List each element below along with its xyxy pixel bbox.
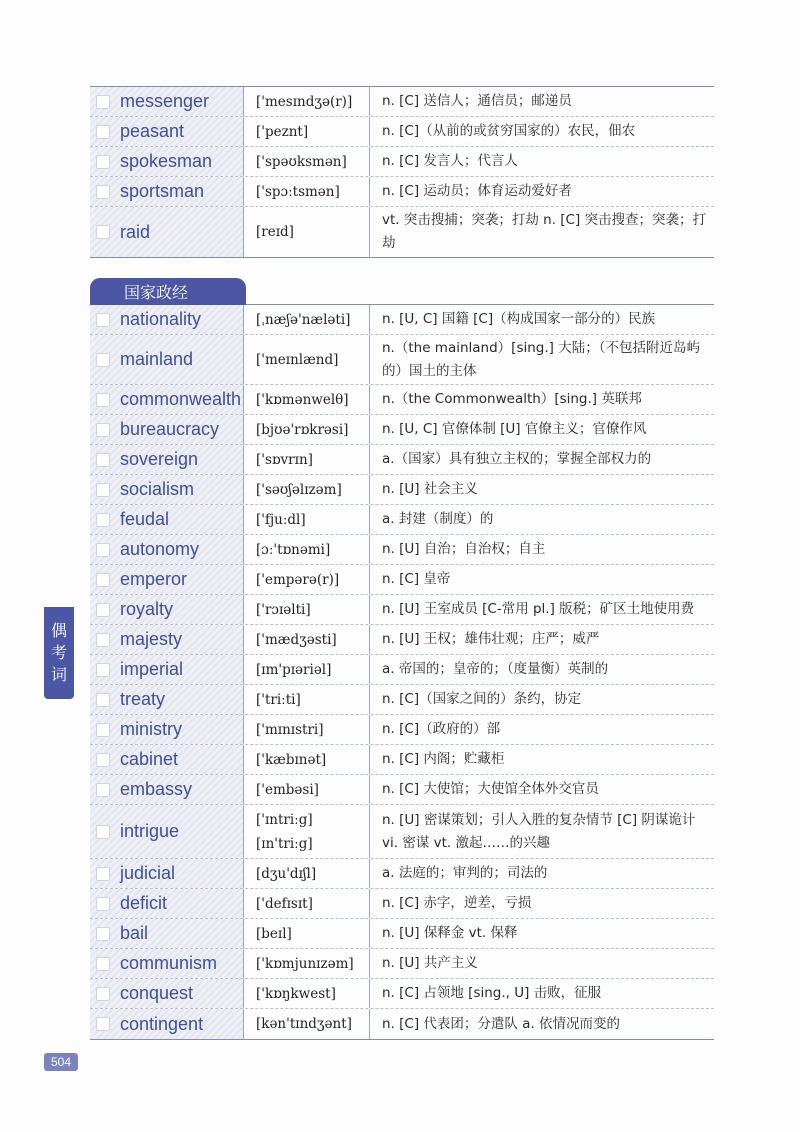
phonetic-cell [244, 177, 370, 206]
definition: n. [U] 保释金 vt. 保释 [382, 925, 518, 941]
word-cell [90, 565, 244, 594]
phonetic-cell [244, 505, 370, 534]
word-text: socialism [120, 479, 195, 499]
phonetic-cell [244, 117, 370, 146]
definition: n. [C] 运动员；体育运动爱好者 [382, 183, 572, 199]
phonetic-cell [244, 655, 370, 684]
vocab-row [90, 685, 714, 715]
checkbox[interactable] [96, 897, 110, 911]
definition: n. [U] 王室成员 [C-常用 pl.] 版税；矿区土地使用费 [382, 601, 695, 617]
phonetic-cell [244, 625, 370, 654]
phonetic: [beɪl] [256, 925, 292, 942]
word-cell [90, 87, 244, 116]
definition: a. 帝国的；皇帝的；（度量衡）英制的 [382, 661, 609, 677]
word-text: commonwealth [120, 389, 242, 409]
word-text: contingent [120, 1013, 204, 1034]
phonetic: ['mɪnɪstri] [256, 721, 324, 738]
definition: n. [C] 代表团；分遣队 a. 依情况而变的 [382, 1015, 621, 1032]
definition: n.（the mainland）[sing.] 大陆；（不包括附近岛屿的）国土的主体 [382, 339, 700, 379]
checkbox[interactable] [96, 155, 110, 169]
phonetic: [kən'tɪndʒənt] [256, 1016, 352, 1032]
checkbox[interactable] [96, 313, 110, 327]
word-text: conquest [120, 983, 194, 1003]
phonetic-cell [244, 475, 370, 504]
checkbox[interactable] [96, 723, 110, 737]
phonetic-cell [244, 685, 370, 714]
definition: n. [C] 皇帝 [382, 571, 451, 587]
phonetic-cell [244, 595, 370, 624]
vocab-row [90, 147, 714, 177]
vocab-row [90, 505, 714, 535]
definition: n. [U] 王权；雄伟壮观；庄严；威严 [382, 631, 600, 647]
word-cell [90, 415, 244, 444]
section-title: 国家政经 [90, 278, 246, 305]
phonetic: ['ɪntriːg] [256, 811, 313, 828]
word-text: raid [120, 221, 151, 242]
word-cell [90, 979, 244, 1008]
vocab-row [90, 595, 714, 625]
vocab-row [90, 535, 714, 565]
vocab-row [90, 385, 714, 415]
word-cell [90, 859, 244, 888]
phonetic: ['kɒmjunɪzəm] [256, 955, 354, 972]
phonetic: ['peznt] [256, 123, 309, 140]
word-cell [90, 889, 244, 918]
word-cell [90, 445, 244, 474]
word-text: treaty [120, 689, 166, 709]
word-text: mainland [120, 349, 194, 369]
phonetic-cell [244, 919, 370, 948]
phonetic: ['mædʒəsti] [256, 631, 337, 648]
side-tab-char: 词 [50, 665, 67, 684]
phonetic-cell [244, 535, 370, 564]
word-cell [90, 117, 244, 146]
phonetic: [ɪm'pɪəriəl] [256, 661, 332, 678]
vocab-row [90, 775, 714, 805]
phonetic: ['triːti] [256, 691, 301, 708]
vocab-row [90, 445, 714, 475]
checkbox[interactable] [96, 957, 110, 971]
word-text: feudal [120, 509, 170, 529]
checkbox[interactable] [96, 1017, 110, 1031]
word-cell [90, 715, 244, 744]
phonetic: ['spəʊksmən] [256, 153, 347, 170]
phonetic: ['kɒŋkwest] [256, 985, 336, 1002]
definition: n.（the Commonwealth）[sing.] 英联邦 [382, 391, 642, 407]
phonetic: ['fjuːdl] [256, 511, 306, 528]
definition: n. [U, C] 官僚体制 [U] 官僚主义；官僚作风 [382, 421, 647, 437]
phonetic-cell [244, 889, 370, 918]
phonetic: ['mesɪndʒə(r)] [256, 93, 353, 110]
checkbox[interactable] [96, 513, 110, 527]
phonetic-cell [244, 385, 370, 414]
word-text: bail [120, 923, 149, 943]
definition: n. [U] 社会主义 [382, 481, 478, 497]
word-text: bureaucracy [120, 419, 220, 439]
word-text: judicial [120, 863, 176, 883]
vocab-row [90, 415, 714, 445]
phonetic-cell [244, 859, 370, 888]
word-text: imperial [120, 659, 184, 679]
phonetic-cell [244, 147, 370, 176]
checkbox[interactable] [96, 867, 110, 881]
word-cell [90, 685, 244, 714]
word-text: sportsman [120, 181, 205, 201]
checkbox[interactable] [96, 483, 110, 497]
phonetic-cell [244, 565, 370, 594]
phonetic-cell [244, 979, 370, 1008]
vocab-row [90, 889, 714, 919]
vocab-row [90, 655, 714, 685]
word-text: cabinet [120, 749, 179, 769]
side-tab-label [44, 607, 74, 699]
definition: a. 法庭的；审判的；司法的 [382, 865, 548, 881]
definition: n. [U] 共产主义 [382, 955, 478, 971]
word-text: spokesman [120, 151, 213, 171]
word-text: emperor [120, 569, 188, 589]
vocab-row [90, 625, 714, 655]
vocab-row [90, 565, 714, 595]
checkbox[interactable] [96, 753, 110, 767]
checkbox[interactable] [96, 543, 110, 557]
word-cell [90, 595, 244, 624]
word-text: intrigue [120, 821, 180, 841]
phonetic-cell [244, 949, 370, 978]
word-cell [90, 335, 244, 384]
definition: vt. 突击搜捕；突袭；打劫 n. [C] 突击搜查；突袭；打劫 [382, 212, 707, 251]
definition: n. [U, C] 国籍 [C]（构成国家一部分的）民族 [382, 311, 656, 327]
phonetic: [dʒu'dɪʃl] [256, 865, 317, 882]
phonetic: [ˌnæʃə'næləti] [256, 311, 351, 328]
phonetic: [ɔː'tɒnəmi] [256, 541, 331, 558]
checkbox[interactable] [96, 353, 110, 367]
phonetic: ['meɪnlænd] [256, 351, 339, 368]
phonetic: ['defɪsɪt] [256, 895, 313, 912]
word-text: sovereign [120, 449, 199, 469]
phonetic-cell [244, 445, 370, 474]
word-text: autonomy [120, 539, 200, 559]
definition: n. [C] 内阁；贮藏柜 [382, 751, 505, 767]
checkbox[interactable] [96, 125, 110, 139]
word-text: nationality [120, 309, 202, 329]
word-cell [90, 805, 244, 858]
section-header [90, 278, 714, 305]
word-text: majesty [120, 629, 183, 649]
word-cell [90, 505, 244, 534]
checkbox[interactable] [96, 95, 110, 109]
word-cell [90, 949, 244, 978]
checkbox[interactable] [96, 185, 110, 199]
phonetic: ['sɒvrɪn] [256, 451, 313, 468]
phonetic: [ɪn'triːg] [256, 835, 313, 852]
definition: n. [C]（从前的或贫穷国家的）农民，佃农 [382, 123, 636, 139]
word-cell [90, 625, 244, 654]
checkbox[interactable] [96, 633, 110, 647]
vocab-row [90, 475, 714, 505]
checkbox[interactable] [96, 783, 110, 797]
definition: n. [C] 大使馆；大使馆全体外交官员 [382, 781, 599, 797]
word-text: deficit [120, 893, 168, 913]
definition: n. [C] 送信人；通信员；邮递员 [382, 93, 572, 109]
phonetic-cell [244, 87, 370, 116]
side-tab-char: 考 [50, 643, 67, 662]
phonetic: [reɪd] [256, 224, 294, 240]
vocab-row [90, 805, 714, 859]
checkbox[interactable] [96, 927, 110, 941]
phonetic-cell [244, 775, 370, 804]
vocab-table-top [90, 86, 714, 258]
vocab-row [90, 949, 714, 979]
vocab-row [90, 117, 714, 147]
phonetic: ['kɒmənwelθ] [256, 391, 349, 408]
checkbox[interactable] [96, 225, 110, 239]
word-cell [90, 1009, 244, 1039]
definition: a. 封建（制度）的 [382, 511, 494, 527]
vocab-table-politics [90, 305, 714, 1040]
checkbox[interactable] [96, 453, 110, 467]
vocab-row [90, 715, 714, 745]
checkbox[interactable] [96, 825, 110, 839]
definition: n. [C] 赤字，逆差，亏损 [382, 895, 532, 911]
definition: n. [U] 自治；自治权；自主 [382, 541, 546, 557]
phonetic: ['embəsi] [256, 781, 319, 798]
vocab-row [90, 177, 714, 207]
checkbox[interactable] [96, 393, 110, 407]
word-text: messenger [120, 91, 210, 111]
side-tab-char: 偶 [50, 621, 67, 640]
vocab-row [90, 745, 714, 775]
definition: n. [C] 发言人；代言人 [382, 153, 518, 169]
phonetic: ['empərə(r)] [256, 571, 340, 588]
definition: a.（国家）具有独立主权的；掌握全部权力的 [382, 451, 652, 467]
phonetic-cell [244, 805, 370, 858]
word-text: peasant [120, 121, 185, 141]
word-cell [90, 385, 244, 414]
phonetic-cell [244, 335, 370, 384]
vocab-row [90, 207, 714, 257]
definition: n. [C]（国家之间的）条约，协定 [382, 691, 582, 707]
word-cell [90, 919, 244, 948]
definition: n. [C]（政府的）部 [382, 721, 501, 737]
definition: n. [C] 占领地 [sing., U] 击败，征服 [382, 985, 602, 1001]
vocab-row [90, 87, 714, 117]
word-cell [90, 535, 244, 564]
phonetic: [bjʊə'rɒkrəsi] [256, 421, 349, 438]
vocab-row [90, 1009, 714, 1039]
phonetic-cell [244, 415, 370, 444]
vocab-row [90, 335, 714, 385]
word-cell [90, 475, 244, 504]
word-text: ministry [120, 719, 182, 739]
checkbox[interactable] [96, 663, 110, 677]
phonetic-cell [244, 715, 370, 744]
word-cell [90, 775, 244, 804]
word-cell [90, 147, 244, 176]
word-text: embassy [120, 779, 193, 799]
phonetic-cell [244, 305, 370, 334]
phonetic: ['rɔɪəlti] [256, 601, 311, 618]
checkbox[interactable] [96, 423, 110, 437]
vocab-row [90, 979, 714, 1009]
phonetic: ['səʊʃəlɪzəm] [256, 481, 342, 498]
word-cell [90, 207, 244, 257]
definition: n. [U] 密谋策划；引人入胜的复杂情节 [C] 阴谋诡计 vi. 密谋 vt. 激起……的兴趣 [382, 811, 696, 851]
checkbox[interactable] [96, 693, 110, 707]
vocab-row [90, 919, 714, 949]
vocab-row [90, 859, 714, 889]
vocab-row [90, 305, 714, 335]
phonetic: ['kæbɪnət] [256, 751, 327, 768]
checkbox[interactable] [96, 987, 110, 1001]
word-cell [90, 177, 244, 206]
phonetic: ['spɔːtsmən] [256, 183, 340, 200]
phonetic-cell [244, 1009, 370, 1039]
word-cell [90, 745, 244, 774]
checkbox[interactable] [96, 603, 110, 617]
word-cell [90, 305, 244, 334]
page-number: 504 [44, 1053, 78, 1071]
phonetic-cell [244, 207, 370, 257]
phonetic-cell [244, 745, 370, 774]
word-cell [90, 655, 244, 684]
checkbox[interactable] [96, 573, 110, 587]
word-text: communism [120, 953, 218, 973]
word-text: royalty [120, 599, 174, 619]
